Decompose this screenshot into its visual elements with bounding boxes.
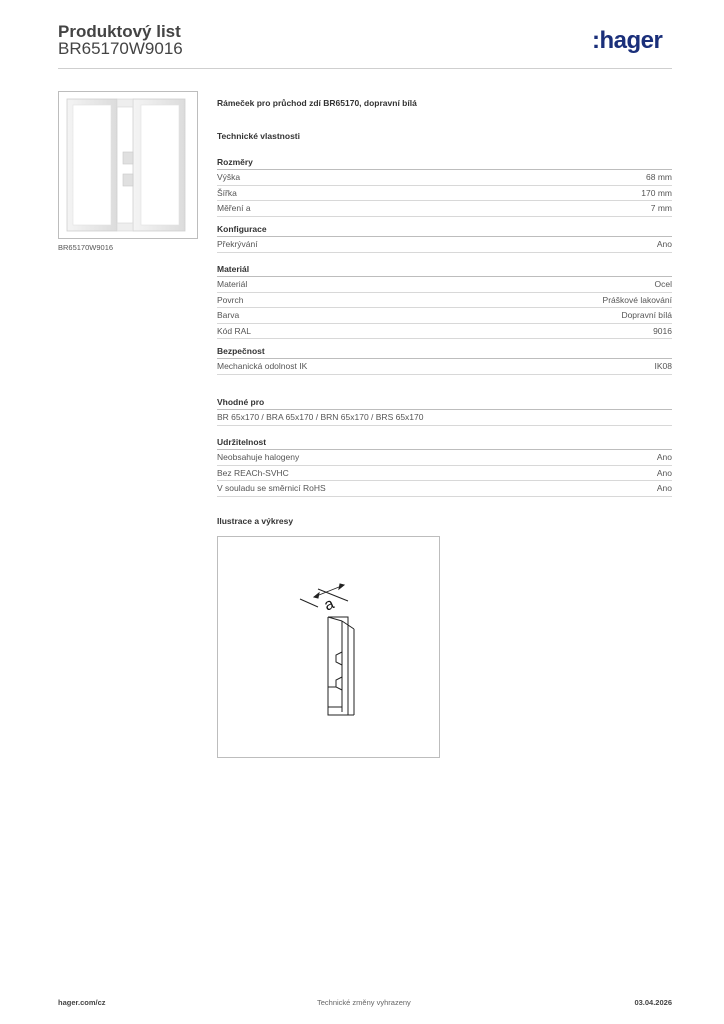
spec-label: Bez REACh-SVHC [217, 467, 289, 478]
frame-drawing [218, 537, 439, 757]
spec-label: Povrch [217, 294, 244, 305]
spec-label: Kód RAL [217, 325, 252, 336]
spec-value: Ano [656, 483, 672, 493]
section-title: Rozměry [217, 156, 672, 170]
frame-image [59, 92, 197, 238]
section-material [217, 263, 672, 339]
spec-row [217, 237, 672, 253]
spec-row [217, 201, 672, 217]
section-safety [217, 345, 672, 375]
spec-row [217, 410, 672, 426]
spec-label: Výška [217, 172, 241, 182]
spec-value: 170 mm [641, 187, 672, 198]
product-thumbnail [58, 91, 198, 239]
spec-label: Neobsahuje halogeny [217, 452, 300, 462]
spec-value: Dopravní bílá [621, 310, 672, 320]
spec-label: Barva [217, 310, 240, 320]
section-suitable-for [217, 396, 672, 426]
section-sustainability [217, 436, 672, 497]
spec-row [217, 186, 672, 202]
page-title: Produktový list [58, 22, 181, 41]
spec-label: Překrývání [217, 239, 258, 249]
spec-row [217, 450, 672, 466]
spec-value: Ano [656, 467, 672, 478]
spec-value: 9016 [653, 325, 672, 336]
thumbnail-caption: BR65170W9016 [58, 243, 114, 252]
section-configuration [217, 223, 672, 253]
spec-row [217, 293, 672, 309]
spec-label: BR 65x170 / BRA 65x170 / BRN 65x170 / BRS 65x170 [217, 412, 424, 422]
hager-logo[interactable] [592, 28, 674, 54]
spec-value: Ocel [654, 279, 672, 289]
spec-row [217, 308, 672, 324]
section-title: Udržitelnost [217, 436, 672, 450]
spec-row [217, 170, 672, 186]
spec-label: Mechanická odolnost IK [217, 361, 308, 371]
spec-label: Šířka [217, 187, 237, 198]
section-title: Bezpečnost [217, 345, 672, 359]
spec-value: Ano [656, 239, 672, 249]
spec-label: V souladu se směrnicí RoHS [217, 483, 326, 493]
spec-row [217, 466, 672, 482]
footer-website-link[interactable]: hager.com/cz [58, 998, 106, 1007]
section-title: Vhodné pro [217, 396, 672, 410]
hager-logo-text: :hager [592, 28, 663, 54]
footer-disclaimer: Technické změny vyhrazeny [317, 998, 411, 1007]
spec-row [217, 481, 672, 497]
section-dimensions [217, 156, 672, 217]
section-title: Materiál [217, 263, 672, 277]
spec-row [217, 324, 672, 340]
section-title: Konfigurace [217, 223, 672, 237]
spec-label: Materiál [217, 279, 248, 289]
technical-properties-heading: Technické vlastnosti [217, 131, 300, 141]
product-name: Rámeček pro průchod zdí BR65170, dopravní bílá [217, 98, 417, 108]
spec-value: 7 mm [650, 203, 672, 213]
footer-date: 03.04.2026 [634, 998, 672, 1007]
header-divider [58, 68, 672, 69]
spec-value: IK08 [654, 361, 672, 371]
spec-label: Měření a [217, 203, 251, 213]
spec-row [217, 277, 672, 293]
illustrations-heading: Ilustrace a výkresy [217, 516, 294, 526]
spec-value: Ano [656, 452, 672, 462]
spec-value: 68 mm [646, 172, 672, 182]
spec-row [217, 359, 672, 375]
spec-value: Práškové lakování [602, 294, 672, 305]
product-code: BR65170W9016 [58, 39, 183, 58]
technical-drawing [217, 536, 440, 758]
dimension-label: a [321, 595, 337, 615]
